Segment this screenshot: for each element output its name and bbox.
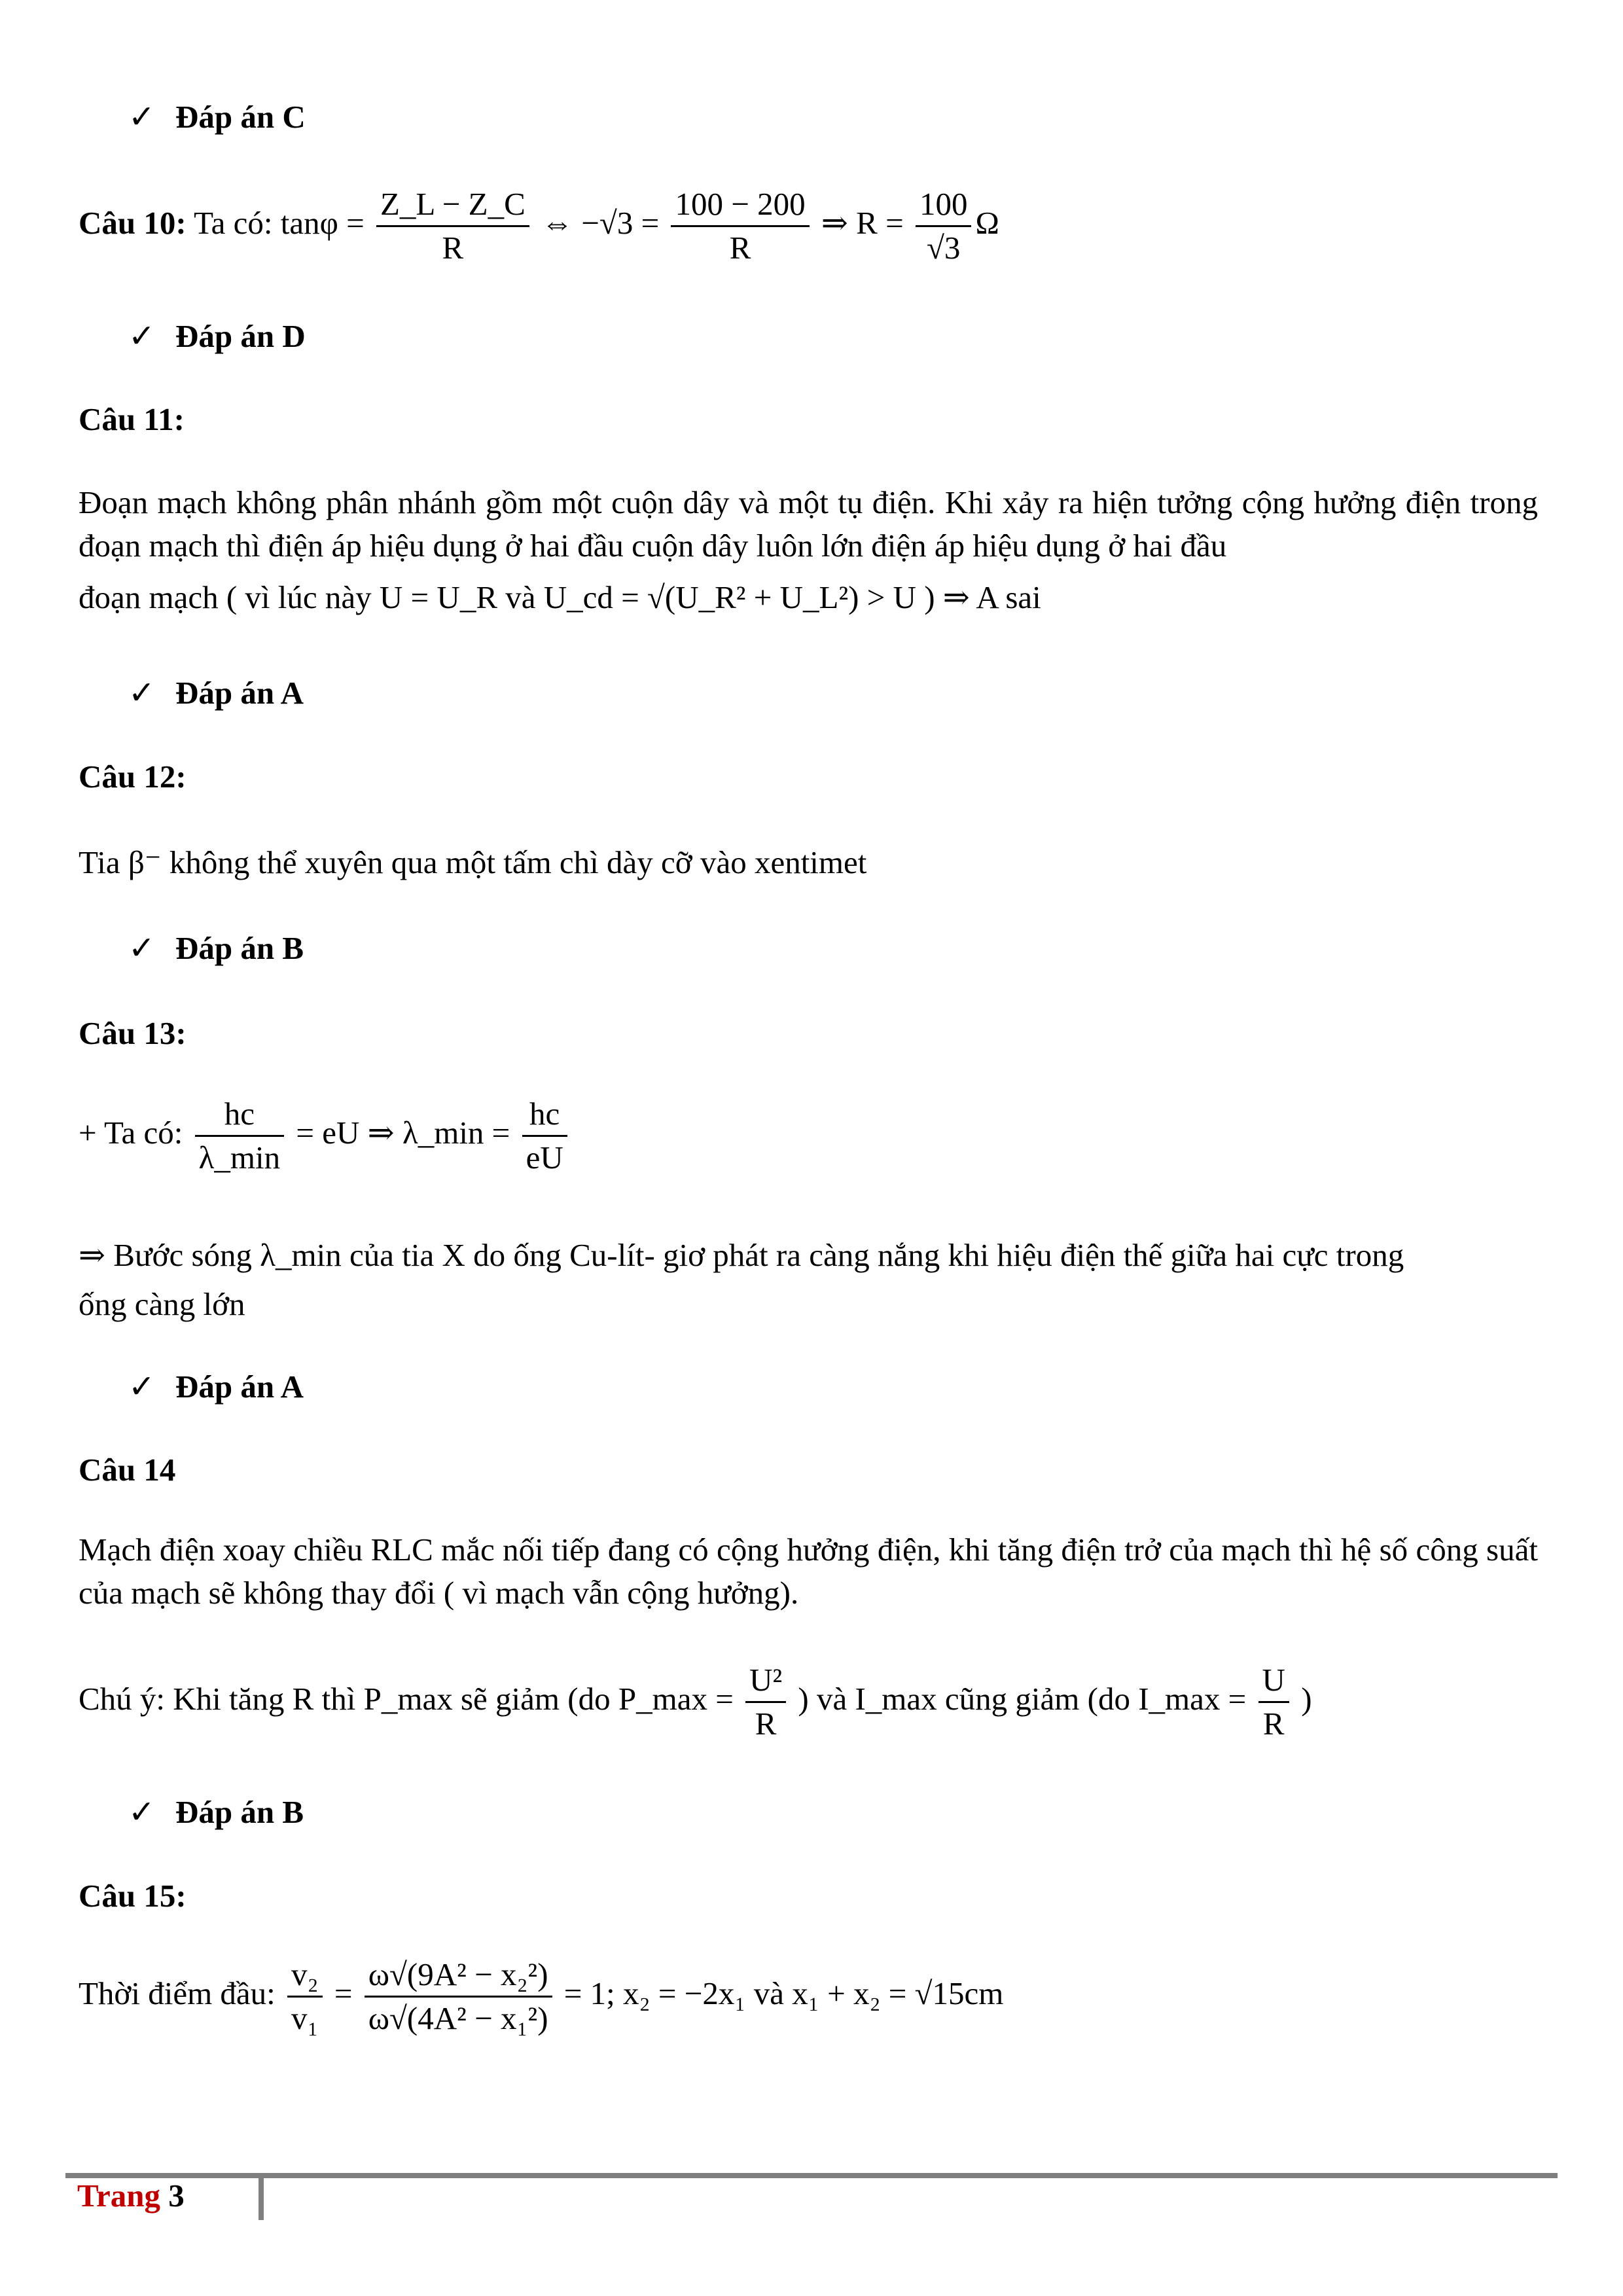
text: ) ⇒ A sai: [924, 579, 1041, 615]
numerator: Z_L − Z_C: [376, 183, 529, 227]
answer-text: Đáp án A: [175, 1369, 304, 1405]
answer-text: Đáp án D: [175, 318, 306, 354]
math: I_max =: [1138, 1680, 1247, 1717]
page-word: Trang: [77, 2178, 161, 2214]
fraction: [287, 1954, 323, 2039]
numerator: U: [1258, 1659, 1289, 1703]
unit: Ω: [975, 204, 999, 241]
math: P_max: [363, 1680, 453, 1717]
text: ) và: [798, 1680, 847, 1717]
text: Chú ý: Khi tăng R thì: [79, 1680, 356, 1717]
numerator: v₂: [287, 1954, 323, 1998]
question-label: Câu 13:: [79, 1015, 187, 1051]
fraction: [671, 183, 809, 269]
math: I_max: [855, 1680, 937, 1717]
paragraph: Tia β⁻ không thể xuyên qua một tấm chì dày cỡ vào xentimet: [79, 844, 867, 880]
math: ⇒ R =: [821, 204, 904, 241]
paragraph: ống càng lớn: [79, 1286, 245, 1322]
denominator: √3: [927, 230, 961, 266]
math: U = U_R: [379, 579, 497, 615]
math: P_max =: [618, 1680, 734, 1717]
q11-tail: [79, 576, 1538, 619]
question-label: Câu 12:: [79, 759, 187, 795]
fraction: [522, 1093, 567, 1179]
math: U_cd = √(U_R² + U_L²) > U: [543, 579, 916, 615]
math: tanφ =: [280, 204, 365, 241]
question-label: Câu 14: [79, 1452, 176, 1488]
denominator: R: [729, 230, 751, 266]
denominator: R: [1262, 1706, 1285, 1742]
fraction: [916, 183, 972, 269]
answer-line: [128, 929, 304, 967]
question-label: Câu 15:: [79, 1878, 187, 1914]
numerator: hc: [522, 1093, 567, 1137]
math: ⇔ −√3 =: [541, 204, 660, 241]
text: cũng giảm (do: [944, 1680, 1130, 1717]
fraction: [376, 183, 529, 269]
answer-text: Đáp án B: [175, 930, 304, 966]
text: Ta có:: [194, 204, 273, 241]
check-icon: ✓: [128, 1794, 156, 1830]
paragraph: ⇒ Bước sóng λ_min của tia X do ống Cu-lít- giơ phát ra càng nắng khi hiệu điện thế giữa hai cực trong: [79, 1237, 1404, 1273]
text: ): [1301, 1680, 1312, 1717]
text: + Ta có:: [79, 1114, 183, 1151]
denominator: R: [442, 230, 464, 266]
page-number-value: 3: [168, 2178, 185, 2214]
page-number: [77, 2177, 185, 2214]
numerator: 100 − 200: [671, 183, 809, 227]
check-icon: ✓: [128, 1369, 156, 1405]
q14-note: [79, 1659, 1538, 1751]
fraction: [1258, 1659, 1289, 1745]
answer-line: [128, 1368, 304, 1405]
denominator: v₁: [291, 2000, 319, 2036]
q15-formula: Thời điểm đầu: $\frac{\text{v₂}}{\text{v₁}}$ = $\frac{\text{ω√(9A² − x₂²)}}{\text{ω√(4A² − x₁²)}}$ = 1; x₂ = −2x₁ và x₁ + x₂ = √15cm: [79, 1954, 1538, 2058]
answer-line: [128, 1793, 304, 1831]
math: x₁ + x₂ = √15cm: [792, 1975, 1004, 2011]
text: Thời điểm đầu:: [79, 1975, 276, 2011]
denominator: ω√(4A² − x₁²): [368, 2000, 548, 2036]
question-label: Câu 10:: [79, 204, 187, 241]
answer-line: [128, 98, 306, 135]
text: và: [753, 1975, 784, 2011]
fraction: [745, 1659, 786, 1745]
footer-rule: [65, 2173, 1558, 2178]
numerator: hc: [195, 1093, 285, 1137]
question-label: Câu 11:: [79, 401, 185, 437]
text: đoạn mạch ( vì lúc này: [79, 579, 372, 615]
q10-formula: [79, 183, 1538, 275]
text: sẽ giảm (do: [460, 1680, 611, 1717]
answer-text: Đáp án A: [175, 675, 304, 711]
denominator: R: [755, 1706, 777, 1742]
check-icon: ✓: [128, 318, 156, 354]
numerator: ω√(9A² − x₂²): [365, 1954, 552, 1998]
fraction: [195, 1093, 285, 1179]
math: = 1; x₂ = −2x₁: [563, 1975, 746, 2011]
answer-text: Đáp án C: [175, 99, 306, 135]
check-icon: ✓: [128, 675, 156, 711]
answer-line: [128, 317, 306, 355]
numerator: U²: [745, 1659, 786, 1703]
paragraph: Đoạn mạch không phân nhánh gồm một cuộn dây và một tụ điện. Khi xảy ra hiện tưởng cộng hưởng điện trong đoạn mạch thì điện áp hiệu dụng ở hai đầu cuộn dây luôn lớn điện áp hiệu dụng ở hai đầu: [79, 484, 1538, 564]
denominator: eU: [526, 1139, 563, 1175]
numerator: 100: [916, 183, 972, 227]
q13-formula: [79, 1093, 1538, 1185]
footer-divider: [259, 2178, 264, 2220]
fraction: [365, 1954, 552, 2039]
answer-text: Đáp án B: [175, 1794, 304, 1830]
text: và: [505, 579, 536, 615]
denominator: λ_min: [198, 1139, 281, 1175]
answer-line: [128, 674, 304, 711]
check-icon: ✓: [128, 99, 156, 135]
paragraph: Mạch điện xoay chiều RLC mắc nối tiếp đang có cộng hưởng điện, khi tăng điện trở của mạch thì hệ số công suất của mạch sẽ không thay đổi ( vì mạch vẫn cộng hưởng).: [79, 1532, 1538, 1611]
math: = eU ⇒ λ_min =: [296, 1114, 510, 1151]
check-icon: ✓: [128, 930, 156, 966]
